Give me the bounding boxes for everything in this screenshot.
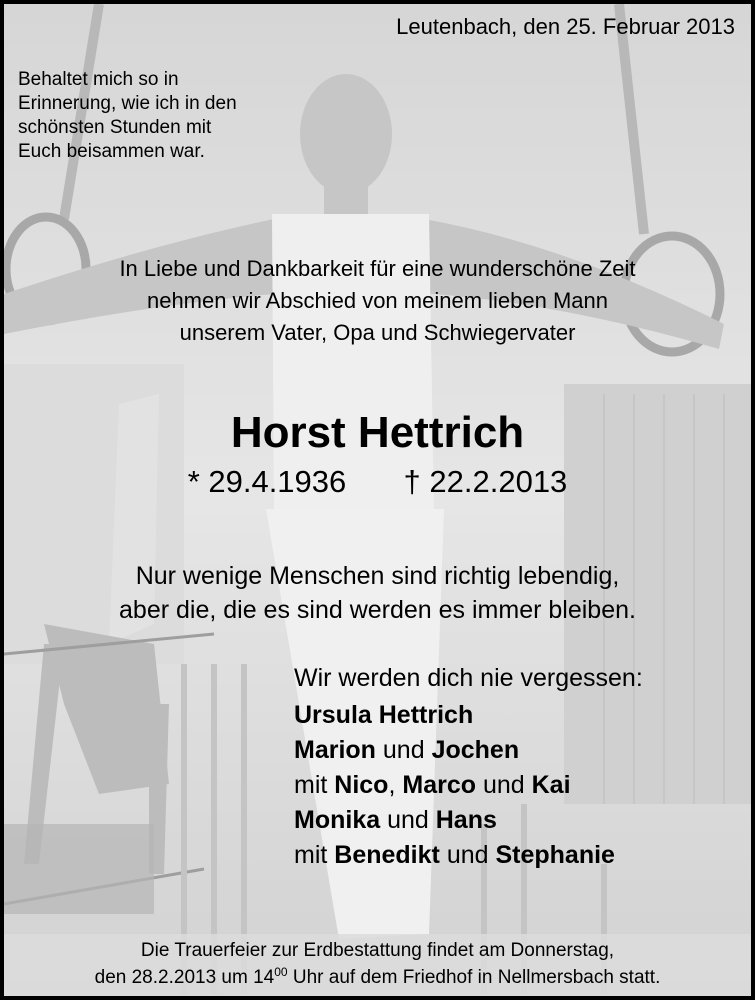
death-date: † 22.2.2013 [403, 464, 568, 499]
quote-line: Erinnerung, wie ich in den [18, 93, 237, 114]
intro-line: nehmen wir Abschied von meinem lieben Mann [146, 288, 609, 313]
intro-line: In Liebe und Dankbarkeit für eine wunderschöne Zeit [119, 256, 636, 281]
intro-line: unserem Vater, Opa und Schwiegervater [179, 320, 576, 345]
mourner-line [294, 841, 615, 870]
funeral-notice-line: Die Trauerfeier zur Erdbestattung findet am Donnerstag, [140, 940, 615, 961]
mourner-name: Kai [531, 771, 571, 799]
mourner-line [294, 771, 571, 800]
mourners-heading: Wir werden dich nie vergessen: [294, 664, 643, 692]
funeral-time-minutes: 00 [274, 965, 288, 979]
connector: und [375, 736, 432, 764]
verse-line: Nur wenige Menschen sind richtig lebendig, [135, 562, 620, 590]
quote-line: Euch beisammen war. [18, 141, 205, 162]
mourner-name: Stephanie [495, 841, 615, 869]
mourner-name: Marion [294, 736, 376, 764]
mourner-name: Hans [435, 806, 497, 834]
mourner-name: Nico [334, 771, 389, 799]
funeral-location: Uhr auf dem Friedhof in Nellmersbach statt. [287, 967, 661, 988]
connector: und [380, 806, 436, 834]
connector: mit [294, 841, 335, 869]
connector: , [388, 771, 403, 799]
life-dates [4, 464, 751, 500]
mourner-name: Ursula Hettrich [294, 701, 474, 729]
funeral-date-time: den 28.2.2013 um 14 [94, 967, 275, 988]
connector: mit [294, 771, 335, 799]
funeral-notice-line [4, 965, 751, 989]
mourner-name: Monika [294, 806, 381, 834]
mourner-name: Benedikt [334, 841, 440, 869]
mourner-line [294, 701, 473, 730]
mourner-line [294, 806, 497, 835]
quote-line: Behaltet mich so in [18, 69, 179, 90]
place-and-date: Leutenbach, den 25. Februar 2013 [396, 14, 735, 39]
birth-date: * 29.4.1936 [187, 464, 347, 499]
deceased-name: Horst Hettrich [230, 408, 525, 457]
quote-line: schönsten Stunden mit [18, 117, 212, 138]
mourner-line [294, 736, 519, 765]
verse-line: aber die, die es sind werden es immer bleiben. [119, 596, 636, 624]
mourner-name: Marco [402, 771, 477, 799]
mourner-name: Jochen [431, 736, 520, 764]
connector: und [476, 771, 532, 799]
connector: und [439, 841, 496, 869]
